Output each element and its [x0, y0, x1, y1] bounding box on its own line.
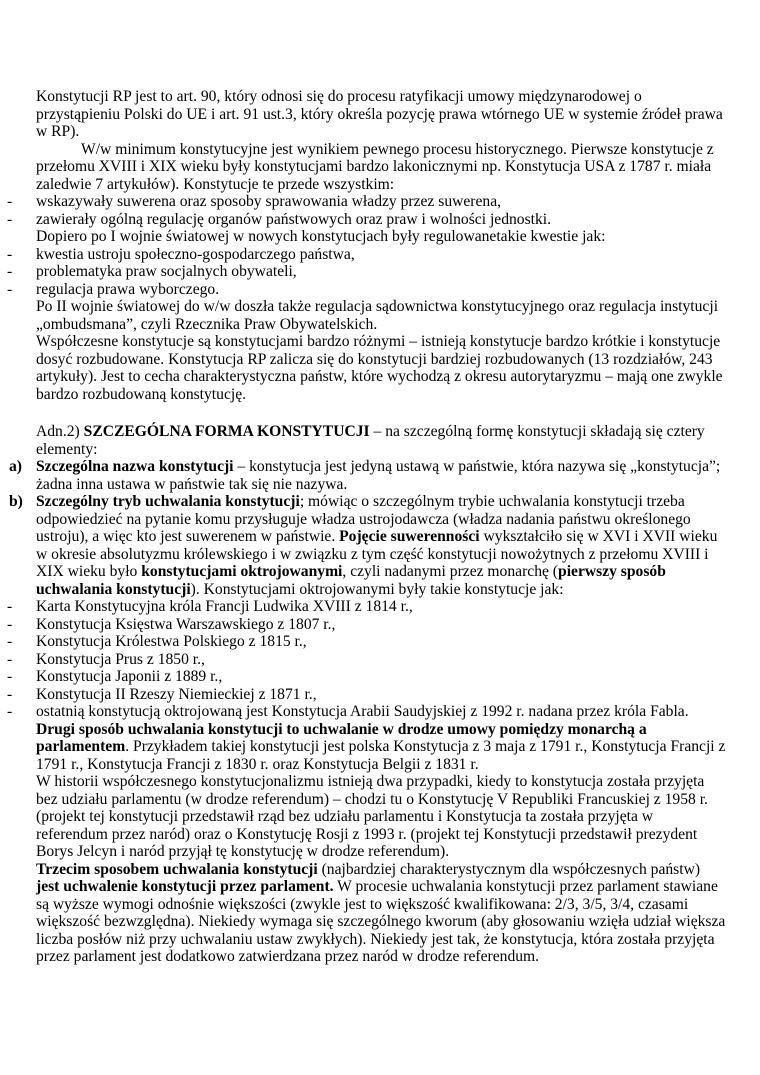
list-item-b: b) Szczególny tryb uchwalania konstytucji; mówiąc o szczególnym trybie uchwalania konstytucji trzeba odpowiedzieć na pytanie komu przysługuje władza ustrojodawcza (władza nadania państwu określonego ustroju), a więc kto jest suwerenem w państwie. Pojęcie suwerenności wykształciło się w XVI i XVII wieku w okresie absolutyzmu królewskiego i w związku z tym część konstytucji nowożytnych z przełomu XVIII i XIX wieku było konstytucjami oktrojowanymi, czyli nadanymi przez monarchę (pierwszy sposób uchwalania konstytucji). Konstytucjami oktrojowanymi były takie konstytucje jak: — [9, 493, 718, 598]
list-item: - zawierały ogólną regulację organów państwowych oraz praw i wolności jednostki. — [7, 210, 552, 228]
list-item-a: a) Szczególna nazwa konstytucji – konstytucja jest jedyną ustawą w państwie, która nazywa się „konstytucja”; żadna inna ustawa w państwie tak się nie nazywa. — [9, 458, 721, 493]
list-item: - Konstytucja Księstwa Warszawskiego z 1807 r., — [7, 615, 336, 633]
list-item: - wskazywały suwerena oraz sposoby sprawowania władzy przez suwerena, — [7, 193, 502, 210]
list-item: - problematyka praw socjalnych obywateli, — [7, 263, 297, 280]
paragraph-ww2: Po II wojnie światowej do w/w doszła także regulacja sądownictwa konstytucyjnego oraz regulacja instytucji „ombudsmana”, czyli Rzecznika Praw Obywatelskich. — [36, 298, 719, 333]
paragraph-referendum: W historii współczesnego konstytucjonalizmu istnieją dwa przypadki, kiedy to konstytucja została przyjęta bez udziału parlamentu (w drodze referendum) – chodzi tu o Konstytucję V Republiki Francuskiej z 1958 r. (projekt tej konstytucji przedstawił rząd bez udziału parlamentu i Konstytucja ta została przyjęta w referendum przez naród) oraz o Konstytucję Rosji z 1993 r. (projekt tej Konstytucji przedstawił prezydent Borys Jelcyn i naród przyjął tę konstytucję w drodze referendum). — [36, 773, 708, 860]
list-item: - Konstytucja II Rzeszy Niemieckiej z 1871 r., — [7, 685, 317, 703]
paragraph-third-method: Trzecim sposobem uchwalania konstytucji (najbardziej charakterystycznym dla współczesnych państw) jest uchwalenie konstytucji przez parlament. W procesie uchwalania konstytucji przez parlament stawiane są wyższe wymogi odnośnie większości (zwykle jest to większość kwalifikowana: 2/3, 3/5, 3/4, czasami większość bezwzględna). Niekiedy wymaga się szczególnego kworum (aby głosowaniu wzięła udział większa liczba posłów niż przy uchwalaniu ustaw zwykłych). Niekiedy jest tak, że konstytucja, która została przyjęta przez parlament jest dodatkowo zatwierdzana przez naród w drodze referendum. — [36, 860, 726, 965]
section-heading: Adn.2) SZCZEGÓLNA FORMA KONSTYTUCJI – na szczególną formę konstytucji składają się cztery elementy: — [36, 423, 705, 458]
document-page — [0, 88, 760, 966]
paragraph-continuation: Konstytucji RP jest to art. 90, który odnosi się do procesu ratyfikacji umowy międzynarodowej o przystąpieniu Polski do UE i art. 91 ust.3, który określa pozycję prawa wtórnego UE w systemie źródeł prawa w RP). — [36, 88, 723, 140]
list-item: - kwestia ustroju społeczno-gospodarczego państwa, — [7, 245, 355, 263]
paragraph-modern: Współczesne konstytucje są konstytucjami bardzo różnymi – istnieją konstytucje bardzo krótkie i konstytucje dosyć rozbudowane. Konstytucja RP zalicza się do konstytucji bardziej rozbudowanych (13 rozdziałów, 243 artykuły). Jest to cecha charakterystyczna państw, które wychodzą z okresu autorytaryzmu – mają one zwykle bardzo rozbudowaną konstytucję. — [36, 333, 723, 403]
paragraph-history: W/w minimum konstytucyjne jest wynikiem pewnego procesu historycznego. Pierwsze konstytucje z przełomu XVIII i XIX wieku były konstytucjami bardzo lakonicznymi np. Konstytucja USA z 1787 r. miała zaledwie 7 artykułów). Konstytucje te przede wszystkim: — [36, 140, 714, 193]
list-item: - Konstytucja Prus z 1850 r., — [7, 650, 205, 668]
list-item: - Konstytucja Królestwa Polskiego z 1815 r., — [7, 633, 307, 650]
list-item: - Konstytucja Japonii z 1889 r., — [7, 668, 223, 685]
paragraph-second-method: Drugi sposób uchwalania konstytucji to uchwalanie w drodze umowy pomiędzy monarchą a parlamentem. Przykładem takiej konstytucji jest polska Konstytucja z 3 maja z 1791 r., Konstytucja Francji z 1791 r., Konstytucja Francji z 1830 r. oraz Konstytucja Belgii z 1831 r. — [36, 720, 726, 773]
list-item: - regulacja prawa wyborczego. — [7, 280, 220, 298]
list-item: - Karta Konstytucyjna króla Francji Ludwika XVIII z 1814 r., — [7, 598, 413, 615]
paragraph-ww1: Dopiero po I wojnie światowej w nowych konstytucjach były regulowanetakie kwestie jak: — [36, 228, 606, 245]
list-item: - ostatnią konstytucją oktrojowaną jest Konstytucja Arabii Saudyjskiej z 1992 r. nadana przez króla Fabla. — [7, 703, 689, 720]
